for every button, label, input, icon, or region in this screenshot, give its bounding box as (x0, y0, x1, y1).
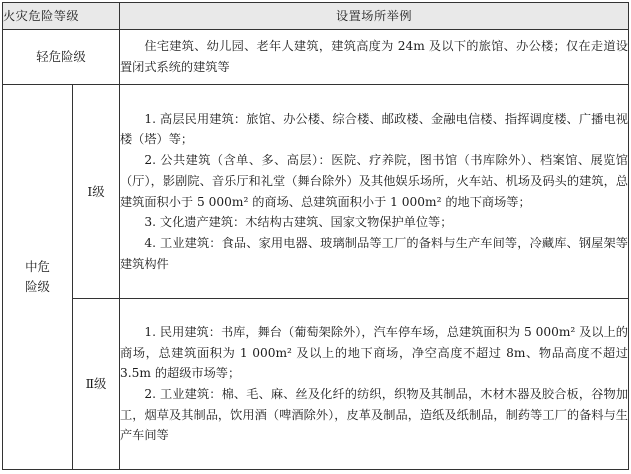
list-item: 3. 文化遗产建筑：木结构古建筑、国家文物保护单位等； (144, 215, 453, 230)
list-item: 2. 工业建筑：棉、毛、麻、丝及化纤的纺织，织物及其制品，木材木器及胶合板，谷物加工，烟草及其制品，饮用酒（啤酒除外），皮革及制品，造纸及纸制品，制药等工厂的备料与生产车间等 (120, 387, 628, 443)
table-row (3, 30, 629, 85)
table-row (3, 299, 629, 470)
grade-1-examples (120, 85, 629, 299)
list-item: 1. 高层民用建筑：旅馆、办公楼、综合楼、邮政楼、金融电信楼、指挥调度楼、广播电视楼（塔）等； (120, 111, 628, 147)
list-item: 1. 民用建筑：书库，舞台（葡萄架除外），汽车停车场，总建筑面积为 5 000m² 及以上的商场，总建筑面积为 1 000m² 及以上的地下商场，净空高度不超过 8m、物品高度不超过 3.5m 的超级市场等； (120, 324, 628, 381)
light-example-text: 住宅建筑、幼儿园、老年人建筑，建筑高度为 24m 及以下的旅馆、办公楼；仅在走道设置闭式系统的建筑等 (120, 39, 628, 74)
level-medium-hazard (3, 85, 73, 470)
level-light-hazard: 轻危险级 (3, 30, 120, 85)
header-hazard-level: 火灾危险等级 (3, 3, 120, 30)
grade-2-label: Ⅱ级 (73, 299, 120, 470)
list-item: 2. 公共建筑（含单、多、高层）：医院、疗养院，图书馆（书库除外）、档案馆、展览馆（厅），影剧院、音乐厅和礼堂（舞台除外）及其他娱乐场所，火车站、机场及码头的建筑，总建筑面积小于 5 000m² 的商场、总建筑面积小于 1 000m² 的地下商场等； (120, 153, 628, 209)
light-hazard-examples (120, 30, 629, 85)
level-medium-line2: 险级 (25, 279, 50, 294)
table-row (3, 85, 629, 299)
table-header-row (3, 3, 629, 30)
list-item: 4. 工业建筑：食品、家用电器、玻璃制品等工厂的备料与生产车间等，冷藏库、钢屋架等建筑构件 (120, 235, 628, 271)
sprinkler-hazard-table (2, 2, 629, 470)
level-medium-line1: 中危 (25, 259, 50, 275)
header-example-places: 设置场所举例 (120, 3, 629, 30)
grade-1-label: Ⅰ级 (73, 85, 120, 299)
grade-2-examples (120, 299, 629, 470)
